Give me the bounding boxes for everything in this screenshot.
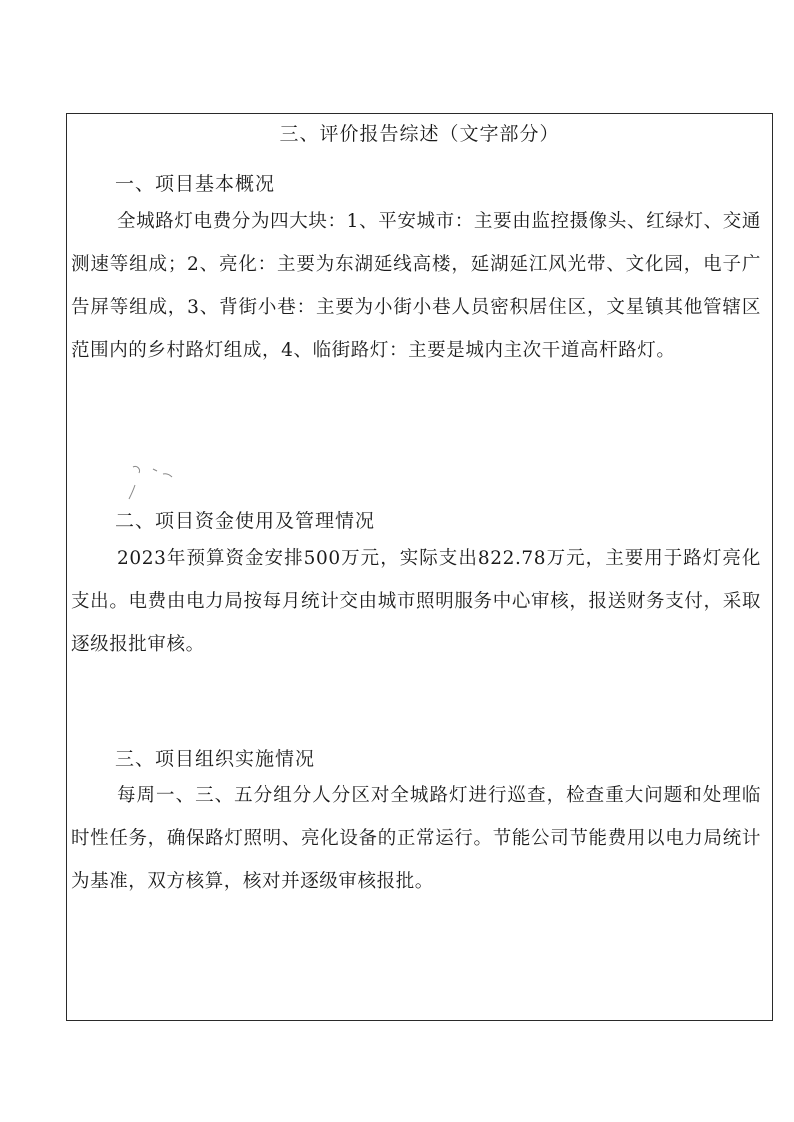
section-1-body: 全城路灯电费分为四大块：1、平安城市：主要由监控摄像头、红绿灯、交通测速等组成；2、亮化：主要为东湖延线高楼，延湖延江风光带、文化园，电子广告屏等组成，3、背街小巷：主要为小街小巷人员密积居住区，文星镇其他管辖区范围内的乡村路灯组成，4、临街路灯：主要是城内主次干道高杆路灯。	[71, 211, 761, 361]
section-3-heading: 三、项目组织实施情况	[115, 748, 316, 770]
section-2-body: 2023年预算资金安排500万元，实际支出822.78万元，主要用于路灯亮化支出。电费由电力局按每月统计交由城市照明服务中心审核，报送财务支付，采取逐级报批审核。	[71, 548, 761, 655]
section-1-heading: 一、项目基本概况	[115, 173, 276, 195]
document-title: 三、评价报告综述（文字部分）	[279, 123, 560, 145]
section-3-body: 每周一、三、五分组分人分区对全城路灯进行巡查，检查重大问题和处理临时性任务，确保路灯照明、亮化设备的正常运行。节能公司节能费用以电力局统计为基准，双方核算，核对并逐级审核报批。	[71, 785, 761, 892]
section-2-heading: 二、项目资金使用及管理情况	[115, 510, 376, 532]
pen-mark-scribble	[123, 459, 193, 504]
report-frame	[66, 113, 773, 1021]
